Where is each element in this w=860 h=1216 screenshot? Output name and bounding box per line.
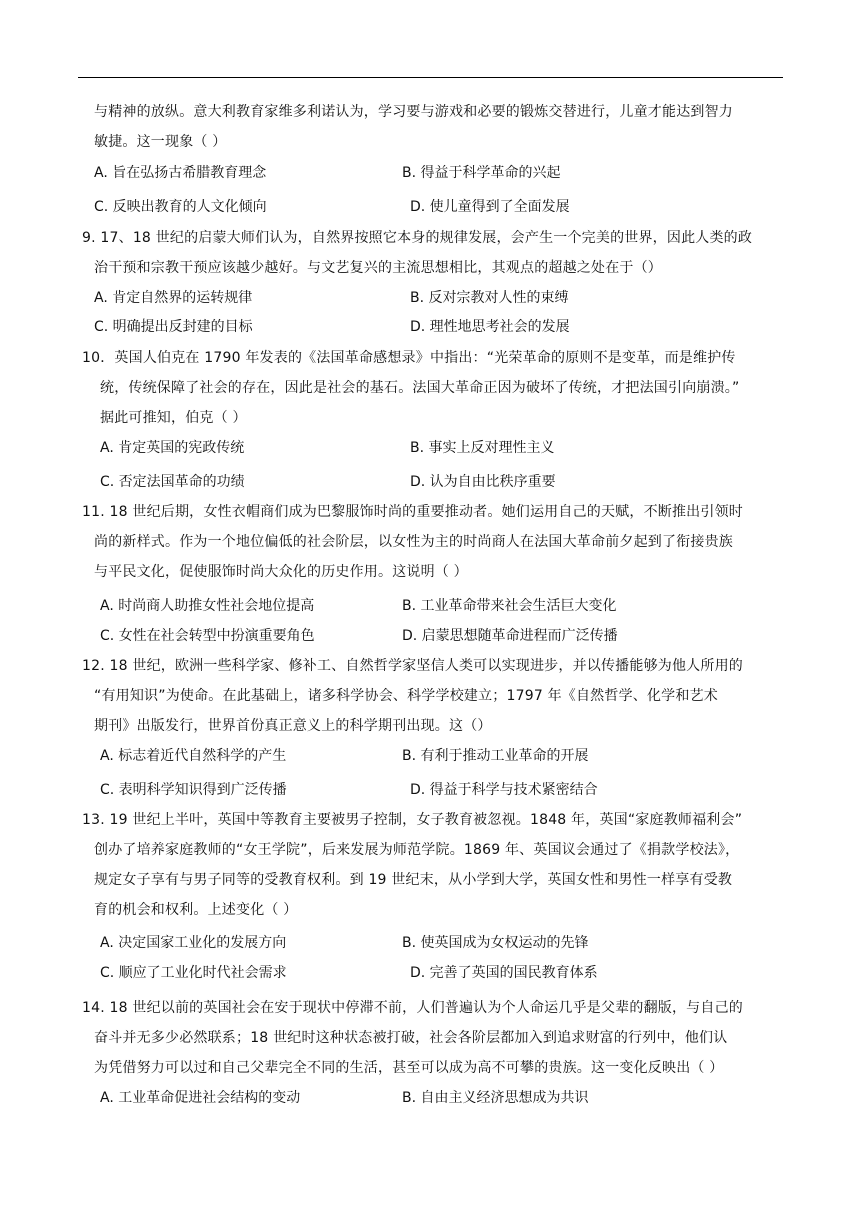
question-text-line: 与平民文化，促使服饰时尚大众化的历史作用。这说明（ ） <box>94 564 468 580</box>
option-b: B. 自由主义经济思想成为共识 <box>402 1090 589 1106</box>
question-text-line: 与精神的放纵。意大利教育家维多利诺认为，学习要与游戏和必要的锻炼交替进行，儿童才能达到智力 <box>94 104 733 120</box>
option-b: B. 得益于科学革命的兴起 <box>402 165 561 181</box>
question-text-line: 治干预和宗教干预应该越少越好。与文艺复兴的主流思想相比，其观点的超越之处在于（） <box>94 260 662 276</box>
option-a: A. 工业革命促进社会结构的变动 <box>100 1090 301 1106</box>
question-text-line: 统，传统保障了社会的存在，因此是社会的基石。法国大革命正因为破坏了传统，才把法国引向崩溃。” <box>100 380 740 396</box>
option-b: B. 事实上反对理性主义 <box>410 440 555 456</box>
question-text-line: 10．英国人伯克在 1790 年发表的《法国革命感想录》中指出：“光荣革命的原则不是变革，而是维护传 <box>82 350 736 366</box>
option-d: D. 得益于科学与技术紧密结合 <box>410 782 598 798</box>
option-d: D. 理性地思考社会的发展 <box>410 319 570 335</box>
option-a: A. 决定国家工业化的发展方向 <box>100 935 287 951</box>
question-text-line: 14. 18 世纪以前的英国社会在安于现状中停滞不前，人们普遍认为个人命运几乎是父辈的翻版，与自己的 <box>82 1000 743 1016</box>
question-text-line: 期刊》出版发行，世界首份真正意义上的科学期刊出现。这（） <box>94 718 492 734</box>
option-a: A. 标志着近代自然科学的产生 <box>100 748 287 764</box>
option-a: A. 时尚商人助推女性社会地位提高 <box>100 598 315 614</box>
option-d: D. 认为自由比秩序重要 <box>410 474 556 490</box>
option-a: A. 肯定英国的宪政传统 <box>100 440 245 456</box>
question-text-line: 为凭借努力可以过和自己父辈完全不同的生活，甚至可以成为高不可攀的贵族。这一变化反映出（ ） <box>94 1060 724 1076</box>
option-c: C. 顺应了工业化时代社会需求 <box>100 965 287 981</box>
option-b: B. 使英国成为女权运动的先锋 <box>402 935 589 951</box>
option-b: B. 工业革命带来社会生活巨大变化 <box>402 598 617 614</box>
option-c: C. 表明科学知识得到广泛传播 <box>100 782 287 798</box>
option-d: D. 启蒙思想随革命进程而广泛传播 <box>402 628 618 644</box>
question-text-line: 奋斗并无多少必然联系；18 世纪时这种状态被打破，社会各阶层都加入到追求财富的行列中，他们认 <box>94 1030 728 1046</box>
question-text-line: 据此可推知，伯克（ ） <box>100 410 247 426</box>
question-text-line: “有用知识”为使命。在此基础上，诸多科学协会、科学学校建立；1797 年《自然哲学、化学和艺术 <box>94 688 718 704</box>
option-c: C. 明确提出反封建的目标 <box>94 319 253 335</box>
option-c: C. 否定法国革命的功绩 <box>100 474 245 490</box>
question-text-line: 规定女子享有与男子同等的受教育权利。到 19 世纪末，从小学到大学，英国女性和男性一样享有受教 <box>94 872 733 888</box>
question-text-line: 9. 17、18 世纪的启蒙大师们认为，自然界按照它本身的规律发展，会产生一个完美的世界，因此人类的政 <box>82 230 753 246</box>
option-c: C. 反映出教育的人文化倾向 <box>94 199 267 215</box>
option-b: B. 有利于推动工业革命的开展 <box>402 748 589 764</box>
question-text-line: 尚的新样式。作为一个地位偏低的社会阶层，以女性为主的时尚商人在法国大革命前夕起到了衔接贵族 <box>94 534 733 550</box>
option-b: B. 反对宗教对人性的束缚 <box>410 290 569 306</box>
option-c: C. 女性在社会转型中扮演重要角色 <box>100 628 315 644</box>
header-rule <box>78 77 783 78</box>
option-d: D. 完善了英国的国民教育体系 <box>410 965 598 981</box>
question-text-line: 育的机会和权利。上述变化（ ） <box>94 902 298 918</box>
question-text-line: 创办了培养家庭教师的“女王学院”，后来发展为师范学院。1869 年、英国议会通过了《捐款学校法》， <box>94 842 740 858</box>
option-a: A. 肯定自然界的运转规律 <box>94 290 253 306</box>
question-text-line: 12. 18 世纪，欧洲一些科学家、修补工、自然哲学家坚信人类可以实现进步，并以传播能够为他人所用的 <box>82 658 743 674</box>
question-text-line: 敏捷。这一现象（ ） <box>94 134 227 150</box>
option-a: A. 旨在弘扬古希腊教育理念 <box>94 165 267 181</box>
question-text-line: 11. 18 世纪后期，女性衣帽商们成为巴黎服饰时尚的重要推动者。她们运用自己的天赋，不断推出引领时 <box>82 504 743 520</box>
question-text-line: 13. 19 世纪上半叶，英国中等教育主要被男子控制，女子教育被忽视。1848 年，英国“家庭教师福利会” <box>82 812 743 828</box>
option-d: D. 使儿童得到了全面发展 <box>410 199 570 215</box>
